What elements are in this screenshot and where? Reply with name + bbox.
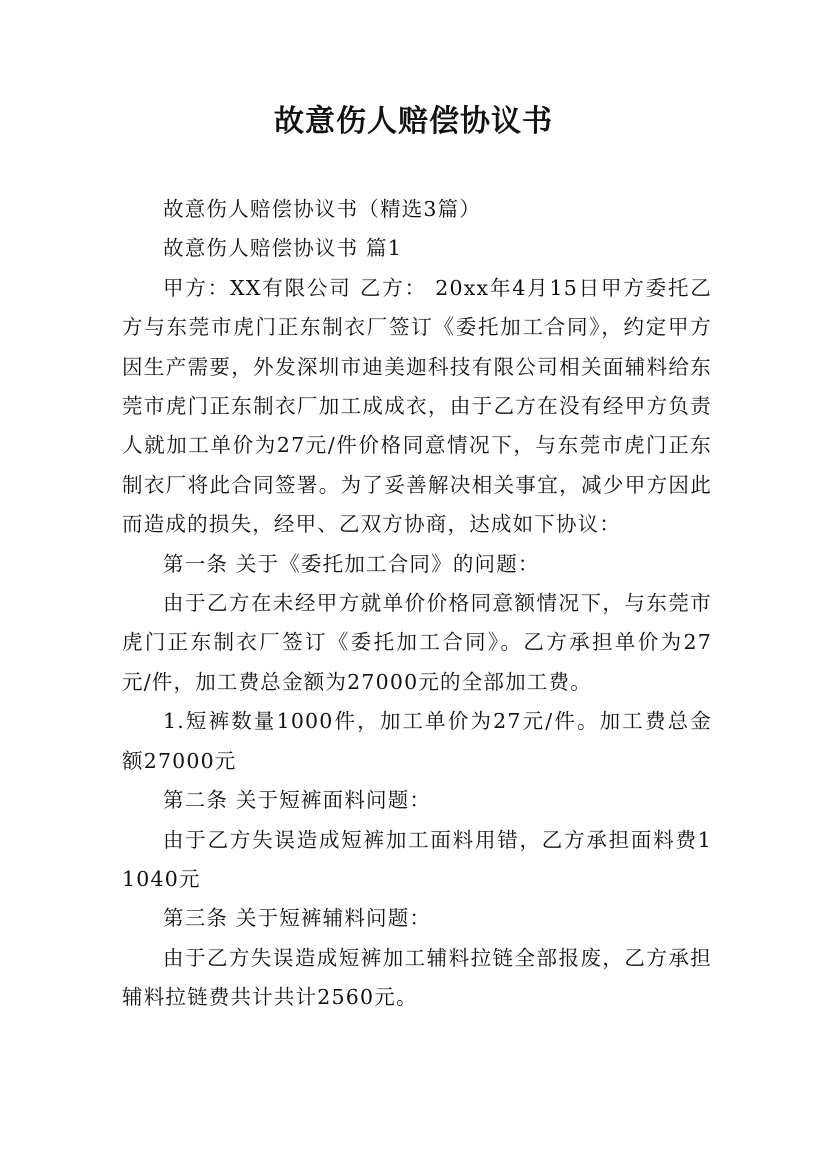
document-title: 故意伤人赔偿协议书: [274, 104, 553, 139]
paragraph-article-1-item-1: 1.短裤数量1000件，加工单价为27元/件。加工费总金额27000元: [122, 709, 712, 773]
paragraph-article-1-heading: 第一条 关于《委托加工合同》的问题：: [163, 551, 540, 576]
paragraph-article-2-body: 由于乙方失误造成短裤加工面料用错，乙方承担面料费11040元: [122, 827, 712, 891]
paragraph-article-2-heading: 第二条 关于短裤面料问题：: [163, 788, 432, 813]
paragraph-article-1-body: 由于乙方在未经甲方就单价价格同意额情况下，与东莞市虎门正东制衣厂签订《委托加工合同》。乙方承担单价为27元/件，加工费总金额为27000元的全部加工费。: [122, 591, 712, 694]
paragraph-subtitle: 故意伤人赔偿协议书（精选3篇）: [163, 197, 482, 221]
paragraph-article-3-body: 由于乙方失误造成短裤加工辅料拉链全部报废，乙方承担辅料拉链费共计共计2560元。: [122, 945, 712, 1010]
paragraph-article-3-heading: 第三条 关于短裤辅料问题：: [163, 906, 432, 931]
paragraph-section-heading: 故意伤人赔偿协议书 篇1: [163, 236, 402, 261]
paragraph-parties-intro: 甲方：XX有限公司 乙方： 20xx年4月15日甲方委托乙方与东莞市虎门正东制衣厂签订《委托加工合同》，约定甲方因生产需要，外发深圳市迪美迦科技有限公司相关面辅料给东莞市虎门正东制衣厂加工成成衣，由于乙方在没有经甲方负责人就加工单价为27元/件价格同意情况下，与东莞市虎门正东制衣厂将此合同签署。为了妥善解决相关事宜，减少甲方因此而造成的损失，经甲、乙双方协商，达成如下协议：: [122, 275, 712, 537]
document-body: [122, 190, 712, 1018]
